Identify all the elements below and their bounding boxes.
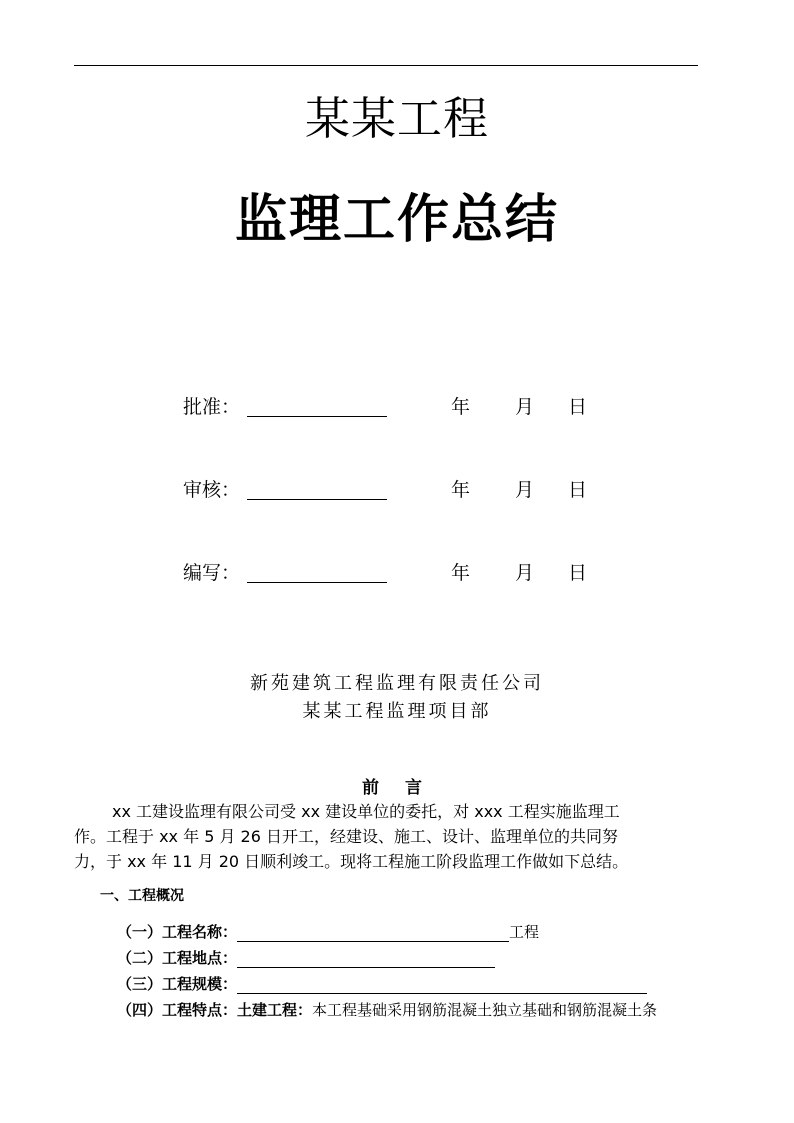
signature-year: 年: [451, 479, 471, 501]
overview-item-location: [117, 947, 495, 969]
signature-blank: [247, 416, 387, 417]
preface-line: 力，于 xx 年 11 月 20 日顺利竣工。现将工程施工阶段监理工作做如下总结。: [74, 852, 629, 871]
overview-item-features: [117, 999, 657, 1021]
signature-day: 日: [568, 396, 588, 418]
preface-paragraph: [74, 799, 698, 874]
preface-line: xx 工建设监理有限公司受 xx 建设单位的委托，对 xxx 工程实施监理工: [112, 802, 620, 821]
item-label: （四）工程特点：: [117, 1001, 238, 1019]
overview-item-scale: [117, 973, 647, 995]
signature-blank: [247, 582, 387, 583]
item-label: （二）工程地点：: [117, 949, 238, 967]
signature-month: 月: [515, 562, 535, 584]
item-label: （三）工程规模：: [117, 975, 238, 993]
signature-label: 批准：: [183, 396, 241, 418]
document-title: 监理工作总结: [234, 190, 559, 250]
signature-day: 日: [568, 562, 588, 584]
preface-title: 前 言: [362, 778, 432, 798]
department-name: 某某工程监理项目部: [302, 701, 492, 722]
project-title: 某某工程: [304, 92, 489, 145]
signature-label: 编写：: [183, 562, 241, 584]
signature-month: 月: [515, 479, 535, 501]
signature-day: 日: [568, 479, 588, 501]
signature-label: 审核：: [183, 479, 241, 501]
signature-month: 月: [515, 396, 535, 418]
section-heading: 一、工程概况: [100, 888, 184, 904]
signature-blank: [247, 499, 387, 500]
signature-year: 年: [451, 396, 471, 418]
signature-year: 年: [451, 562, 471, 584]
fill-blank: [237, 925, 509, 942]
fill-blank: [237, 977, 647, 994]
item-label: （一）工程名称：: [117, 923, 238, 941]
item-text: 本工程基础采用钢筋混凝土独立基础和钢筋混凝土条: [312, 1001, 658, 1019]
item-suffix: 工程: [509, 923, 540, 941]
overview-item-name: [117, 921, 539, 943]
top-rule: [74, 65, 698, 66]
preface-line: 作。工程于 xx 年 5 月 26 日开工，经建设、施工、设计、监理单位的共同努: [74, 827, 618, 846]
company-name: 新苑建筑工程监理有限责任公司: [250, 673, 544, 694]
item-sub-label: 土建工程：: [237, 1001, 313, 1019]
fill-blank: [237, 951, 495, 968]
